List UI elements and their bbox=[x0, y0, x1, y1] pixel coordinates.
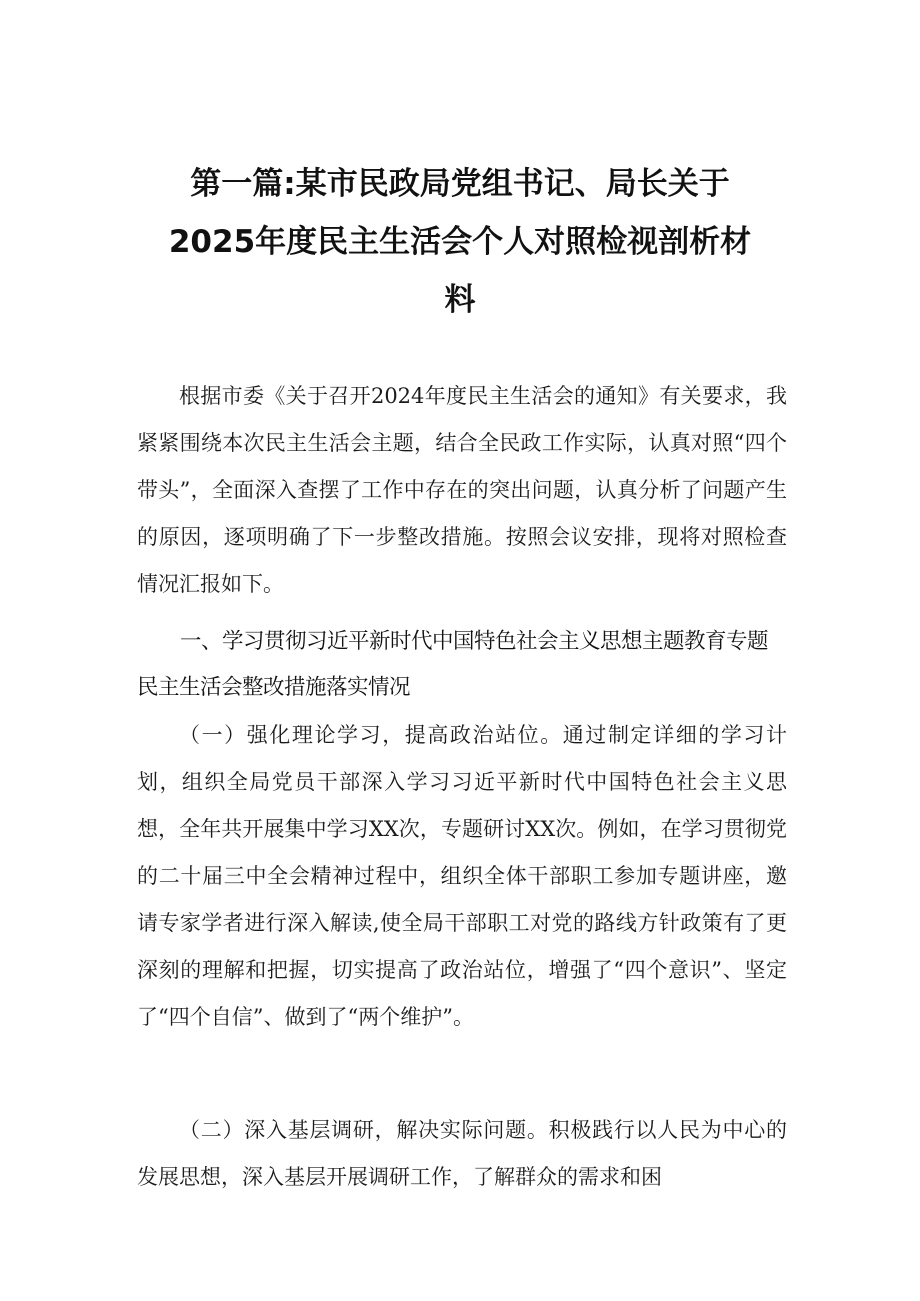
document-title bbox=[120, 155, 800, 329]
title-line-3: 料 bbox=[444, 282, 476, 318]
title-line-1: 第一篇:某市民政局党组书记、局长关于 bbox=[190, 166, 730, 202]
intro-paragraph: 根据市委《关于召开2024年度民主生活会的通知》有关要求，我紧紧围绕本次民主生活会主题，结合全民政工作实际，认真对照“四个带头”，全面深入查摆了工作中存在的突出问题，认真分析了问题产生的原因，逐项明确了下一步整改措施。按照会议安排，现将对照检查情况汇报如下。 bbox=[137, 384, 787, 596]
subsection-2-paragraph: （二）深入基层调研，解决实际问题。积极践行以人民为中心的发展思想，深入基层开展调研工作，了解群众的需求和困 bbox=[137, 1118, 787, 1189]
subsection-1-paragraph: （一）强化理论学习，提高政治站位。通过制定详细的学习计划，组织全局党员干部深入学习习近平新时代中国特色社会主义思想，全年共开展集中学习XX次，专题研讨XX次。例如，在学习贯彻党的二十届三中全会精神过程中，组织全体干部职工参加专题讲座，邀请专家学者进行深入解读,使全局干部职工对党的路线方针政策有了更深刻的理解和把握，切实提高了政治站位，增强了“四个意识”、坚定了“四个自信”、做到了“两个维护”。 bbox=[137, 723, 787, 1029]
section-1-heading: 一、学习贯彻习近平新时代中国特色社会主义思想主题教育专题民主生活会整改措施落实情况 bbox=[137, 629, 769, 700]
title-line-2: 2025年度民主生活会个人对照检视剖析材 bbox=[168, 224, 752, 260]
